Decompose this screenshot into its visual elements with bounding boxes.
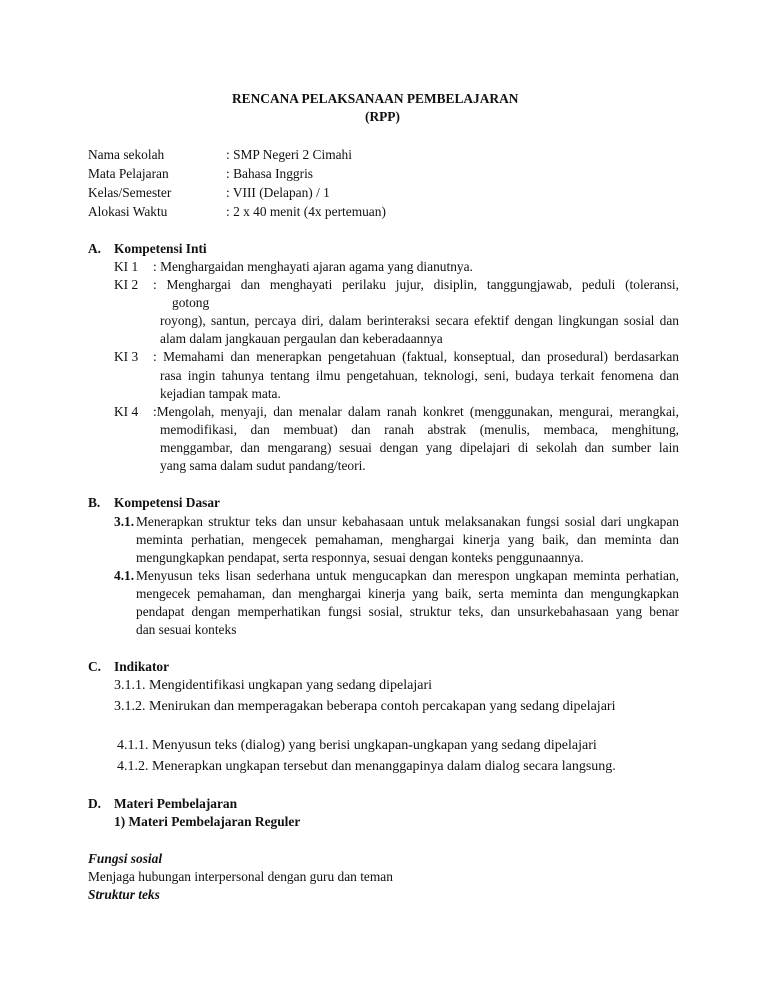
ki3-text-line: rasa ingin tahunya tentang ilmu pengetahuan, teknologi, seni, budaya terkait fenomena dan [160,368,679,383]
section-b-number: B. [88,495,101,510]
ki4-text-line: :Mengolah, menyaji, dan menalar dalam ranah konkret (menggunakan, mengurai, merangkai, [153,404,679,419]
ki1-code: KI 1 [114,259,139,274]
section-a-title: Kompetensi Inti [114,241,207,256]
section-d-number: D. [88,796,102,811]
document-title: RENCANA PELAKSANAAN PEMBELAJARAN [232,91,519,106]
struktur-teks-heading: Struktur teks [88,887,160,902]
ki4-text-line: menggambar, dan mengarang) sesuai dengan yang dipelajari di sekolah dan sumber lain [160,440,679,455]
ki2-text-line: : Menghargai dan menghayati perilaku jujur, disiplin, tanggungjawab, peduli (toleransi, [153,277,679,292]
kd41-text-line: pendapat dengan memperhatikan fungsi sosial, struktur teks, dan unsurkebahasaan yang benar [136,604,679,619]
ki1-text: : Menghargaidan menghayati ajaran agama yang dianutnya. [153,259,473,274]
kd41-text-line: mengecek pemahaman, dan menghargai kinerja yang baik, serta meminta dan mengungkapkan [136,586,679,601]
ki2-text-line: gotong [172,295,210,310]
section-c-number: C. [88,659,102,674]
ki2-code: KI 2 [114,277,139,292]
ki3-text-line: kejadian tampak mata. [160,386,281,401]
indicator-item: 3.1.1. Mengidentifikasi ungkapan yang sedang dipelajari [114,678,433,693]
identity-label: Kelas/Semester [88,185,172,200]
identity-label: Mata Pelajaran [88,166,169,181]
indicator-item: 4.1.1. Menyusun teks (dialog) yang berisi ungkapan-ungkapan yang sedang dipelajari [117,738,597,753]
identity-label: Alokasi Waktu [88,204,168,219]
identity-value: : Bahasa Inggris [226,166,314,181]
ki4-code: KI 4 [114,404,139,419]
kd31-text-line: Menerapkan struktur teks dan unsur kebahasaan untuk melaksanakan fungsi sosial dari ungkapan [136,514,679,529]
section-d-subtitle: 1) Materi Pembelajaran Reguler [114,814,301,829]
indicator-item: 3.1.2. Menirukan dan memperagakan beberapa contoh percakapan yang sedang dipelajari [114,699,616,714]
kd31-text-line: meminta perhatian, mengecek pemahaman, menghargai kinerja yang baik, dan meminta dan [136,532,679,547]
section-c-title: Indikator [114,659,170,674]
kd41-number: 4.1. [114,568,135,583]
kd31-number: 3.1. [114,514,135,529]
indicator-item: 4.1.2. Menerapkan ungkapan tersebut dan menanggapinya dalam dialog secara langsung. [117,759,616,774]
ki4-text-line: memodifikasi, dan membuat) dan ranah abstrak (menulis, membaca, menghitung, [160,422,679,437]
section-d-title: Materi Pembelajaran [114,796,238,811]
kd31-text-line: mengungkapkan pendapat, serta responnya, sesuai dengan konteks penggunaannya. [136,550,584,565]
ki3-text-line: : Memahami dan menerapkan pengetahuan (faktual, konseptual, dan prosedural) berdasarkan [153,349,679,364]
identity-label: Nama sekolah [88,147,165,162]
kd41-text-line: dan sesuai konteks [136,622,237,637]
fungsi-sosial-text: Menjaga hubungan interpersonal dengan guru dan teman [88,869,393,884]
document-subtitle: (RPP) [365,109,400,124]
fungsi-sosial-heading: Fungsi sosial [88,851,163,866]
identity-value: : 2 x 40 menit (4x pertemuan) [226,204,386,219]
section-b-title: Kompetensi Dasar [114,495,221,510]
section-a-number: A. [88,241,102,256]
ki4-text-line: yang sama dalam sudut pandang/teori. [160,458,366,473]
identity-value: : SMP Negeri 2 Cimahi [226,147,352,162]
kd41-text-line: Menyusun teks lisan sederhana untuk mengucapkan dan merespon ungkapan meminta perhatian, [136,568,679,583]
ki2-text-line: alam dalam jangkauan pergaulan dan keberadaannya [160,331,443,346]
identity-value: : VIII (Delapan) / 1 [226,185,330,200]
ki3-code: KI 3 [114,349,139,364]
ki2-text-line: royong), santun, percaya diri, dalam berinteraksi secara efektif dengan lingkungan sosial dan [160,313,679,328]
